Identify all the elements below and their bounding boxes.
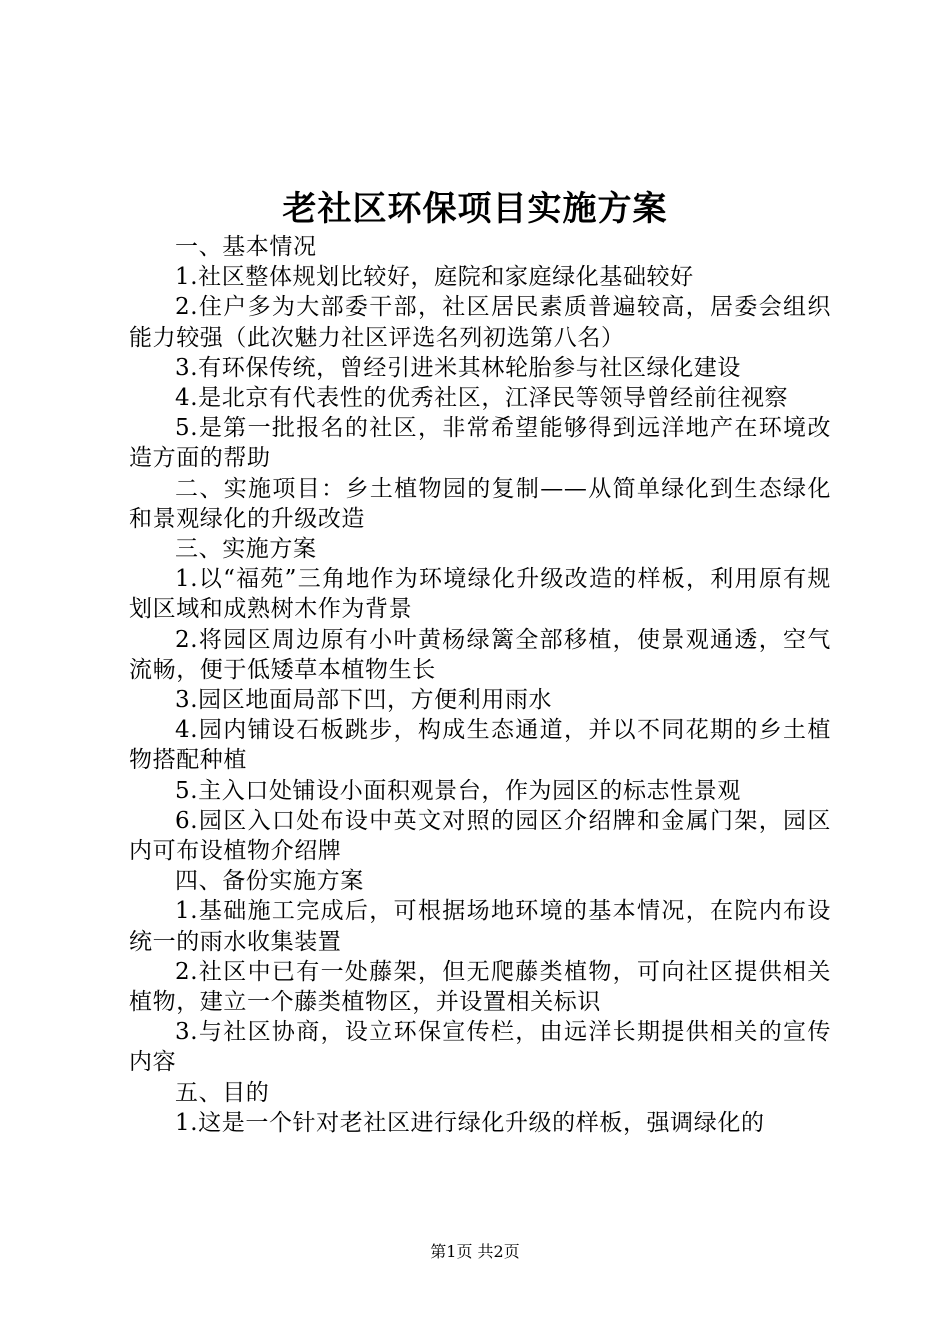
paragraph: 1.以“福苑”三角地作为环境绿化升级改造的样板，利用原有规划区域和成熟树木作为背景 [129,566,831,623]
paragraph: 3.与社区协商，设立环保宣传栏，由远洋长期提供相关的宣传内容 [129,1019,831,1076]
paragraph: 2.住户多为大部委干部，社区居民素质普遍较高，居委会组织能力较强（此次魅力社区评选名列初选第八名） [129,294,831,351]
document-title: 老社区环保项目实施方案 [282,189,668,229]
page-number-footer: 第1页 共2页 [430,1242,520,1261]
paragraph: 4.园内铺设石板跳步，构成生态通道，并以不同花期的乡土植物搭配种植 [129,717,831,774]
section-heading-goal: 五、目的 [175,1079,270,1106]
paragraph: 1.社区整体规划比较好，庭院和家庭绿化基础较好 [175,264,694,291]
section-heading-basic: 一、基本情况 [175,234,317,260]
paragraph: 1.这是一个针对老社区进行绿化升级的样板，强调绿化的 [175,1109,765,1136]
section-heading-backup: 四、备份实施方案 [175,868,364,895]
paragraph: 1.基础施工完成后，可根据场地环境的基本情况，在院内布设统一的雨水收集装置 [129,898,831,955]
paragraph: 5.主入口处铺设小面积观景台，作为园区的标志性景观 [175,777,741,804]
section-heading-plan: 三、实施方案 [175,536,317,563]
paragraph: 5.是第一批报名的社区，非常希望能够得到远洋地产在环境改造方面的帮助 [129,415,831,472]
section-heading-project: 二、实施项目：乡土植物园的复制——从简单绿化到生态绿化和景观绿化的升级改造 [129,475,831,532]
document-body [129,232,831,1138]
paragraph: 3.园区地面局部下凹，方便利用雨水 [175,687,553,714]
paragraph: 2.社区中已有一处藤架，但无爬藤类植物，可向社区提供相关植物，建立一个藤类植物区，并设置相关标识 [129,958,831,1016]
paragraph: 6.园区入口处布设中英文对照的园区介绍牌和金属门架，园区内可布设植物介绍牌 [129,807,831,865]
paragraph: 4.是北京有代表性的优秀社区，江泽民等领导曾经前往视察 [175,385,789,412]
paragraph: 3.有环保传统，曾经引进米其林轮胎参与社区绿化建设 [175,354,741,381]
paragraph: 2.将园区周边原有小叶黄杨绿篱全部移植，使景观通透，空气流畅，便于低矮草本植物生长 [129,626,831,683]
